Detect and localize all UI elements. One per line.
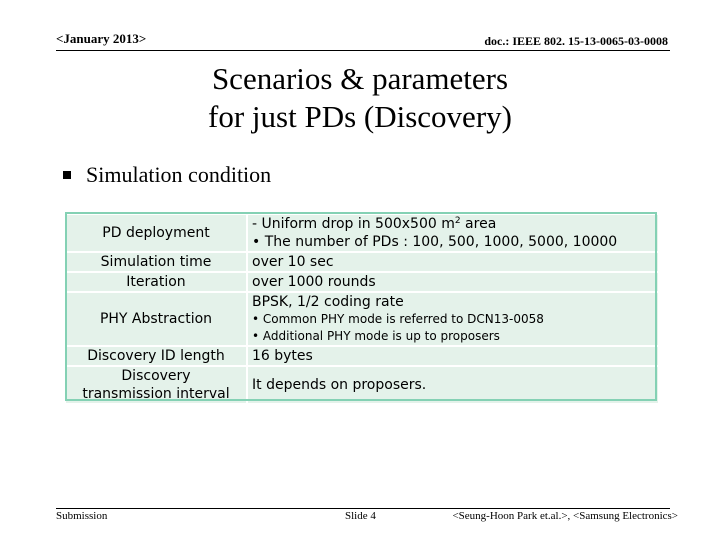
superscript: 2: [454, 216, 461, 226]
value-line: • The number of PDs : 100, 500, 1000, 5000, 10000: [252, 234, 618, 250]
row-label-phy-abstraction: PHY Abstraction: [66, 292, 247, 346]
header-rule: [56, 50, 670, 51]
table-row: [66, 252, 658, 272]
footer-authors: <Seung-Hoon Park et.al.>, <Samsung Electronics>: [452, 510, 678, 522]
table-row: [66, 366, 658, 404]
row-value-discovery-id-length: 16 bytes: [247, 346, 658, 366]
title-line-2: for just PDs (Discovery): [208, 99, 512, 134]
footer-submission: Submission: [56, 510, 108, 522]
slide-title: [0, 60, 720, 136]
row-label-pd-deployment: PD deployment: [66, 214, 247, 252]
value-line: BPSK, 1/2 coding rate: [252, 294, 404, 310]
bullet-item: [63, 162, 271, 188]
footer-slide-number: Slide 4: [345, 510, 376, 522]
row-value-pd-deployment: [247, 214, 658, 252]
bullet-text: Simulation condition: [86, 162, 272, 187]
row-label-discovery-interval: Discovery transmission interval: [66, 366, 247, 404]
title-line-1: Scenarios & parameters: [211, 61, 509, 96]
table-row: [66, 214, 658, 252]
row-value-phy-abstraction: [247, 292, 658, 346]
value-line: • Common PHY mode is referred to DCN13-0058: [252, 312, 544, 326]
row-value-discovery-interval: It depends on proposers.: [247, 366, 658, 404]
value-line: - Uniform drop in 500x500 $m^2$ area: [252, 216, 497, 232]
row-value-iteration: over 1000 rounds: [247, 272, 658, 292]
row-label-discovery-id-length: Discovery ID length: [66, 346, 247, 366]
footer-rule: [56, 508, 670, 509]
table-row: [66, 272, 658, 292]
square-bullet-icon: [63, 171, 71, 179]
table-row: [66, 346, 658, 366]
parameters-table: [66, 213, 658, 405]
header-doc-id: doc.: IEEE 802. 15-13-0065-03-0008: [484, 34, 668, 48]
value-line: • Additional PHY mode is up to proposers: [252, 329, 500, 343]
row-value-simulation-time: over 10 sec: [247, 252, 658, 272]
row-label-iteration: Iteration: [66, 272, 247, 292]
header-date: <January 2013>: [56, 31, 147, 46]
table-row: [66, 292, 658, 346]
row-label-simulation-time: Simulation time: [66, 252, 247, 272]
